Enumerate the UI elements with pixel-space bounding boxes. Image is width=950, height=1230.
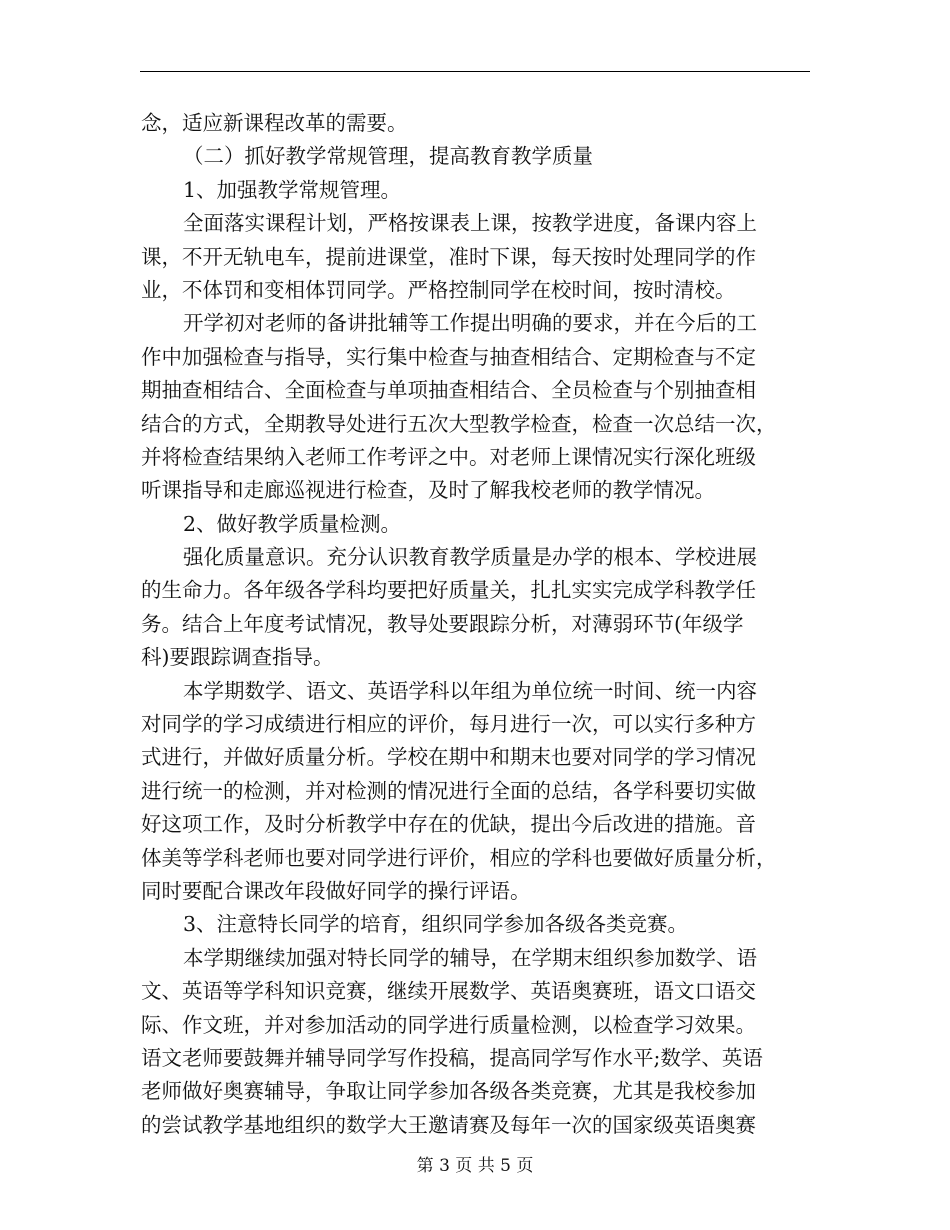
text-line: 同时要配合课改年段做好同学的操行评语。 [141,878,531,903]
text-line: 强化质量意识。充分认识教育教学质量是办学的根本、学校进展 [183,545,757,570]
text-line: 课，不开无轨电车，提前进课堂，准时下课，每天按时处理同学的作 [141,244,756,269]
text-line: 全面落实课程计划，严格按课表上课，按教学进度，备课内容上 [183,211,757,236]
text-line: 际、作文班，并对参加活动的同学进行质量检测，以检查学习效果。 [141,1012,756,1037]
text-line: 期抽查相结合、全面检查与单项抽查相结合、全员检查与个别抽查相 [141,378,756,403]
text-line: 务。结合上年度考试情况，教导处要跟踪分析，对薄弱环节(年级学 [141,611,744,636]
text-line: 文、英语等学科知识竞赛，继续开展数学、英语奥赛班，语文口语交 [141,979,756,1004]
header-rule [140,71,810,72]
text-line: 老师做好奥赛辅导，争取让同学参加各级各类竞赛，尤其是我校参加 [141,1079,756,1104]
text-line: 体美等学科老师也要对同学进行评价，相应的学科也要做好质量分析， [141,845,777,870]
text-line: 作中加强检查与指导，实行集中检查与抽查相结合、定期检查与不定 [141,344,756,369]
text-line: 本学期数学、语文、英语学科以年组为单位统一时间、统一内容 [183,678,757,703]
text-line: 好这项工作，及时分析教学中存在的优缺，提出今后改进的措施。音 [141,812,756,837]
text-line: 念，适应新课程改革的需要。 [141,111,408,135]
text-line: 业，不体罚和变相体罚同学。严格控制同学在校时间，按时清校。 [141,277,736,302]
page-footer: 第 3 页 共 5 页 [416,1156,534,1176]
text-line: 式进行，并做好质量分析。学校在期中和期末也要对同学的学习情况 [141,745,756,770]
text-line: 语文老师要鼓舞并辅导同学写作投稿，提高同学写作水平;数学、英语 [141,1045,763,1070]
text-line: 的生命力。各年级各学科均要把好质量关，扎扎实实完成学科教学任 [141,578,756,603]
text-line: 2、做好教学质量检测。 [183,511,402,536]
text-line: 本学期继续加强对特长同学的辅导，在学期末组织参加数学、语 [183,945,757,970]
text-line: 的尝试教学基地组织的数学大王邀请赛及每年一次的国家级英语奥赛 [141,1112,756,1137]
text-line: 3、注意特长同学的培育，组织同学参加各级各类竞赛。 [183,912,689,937]
text-line: 听课指导和走廊巡视进行检查，及时了解我校老师的教学情况。 [141,478,715,503]
text-line: 进行统一的检测，并对检测的情况进行全面的总结，各学科要切实做 [141,778,756,803]
text-line: 对同学的学习成绩进行相应的评价，每月进行一次，可以实行多种方 [141,712,756,737]
text-line: 结合的方式，全期教导处进行五次大型教学检查，检查一次总结一次， [141,411,777,436]
text-line: （二）抓好教学常规管理，提高教育教学质量 [183,144,593,169]
text-line: 开学初对老师的备讲批辅等工作提出明确的要求，并在今后的工 [183,311,757,336]
text-line: 并将检查结果纳入老师工作考评之中。对老师上课情况实行深化班级 [141,444,756,469]
text-line: 1、加强教学常规管理。 [183,177,402,202]
text-line: 科)要跟踪调查指导。 [141,645,334,670]
document-body [141,107,811,1142]
